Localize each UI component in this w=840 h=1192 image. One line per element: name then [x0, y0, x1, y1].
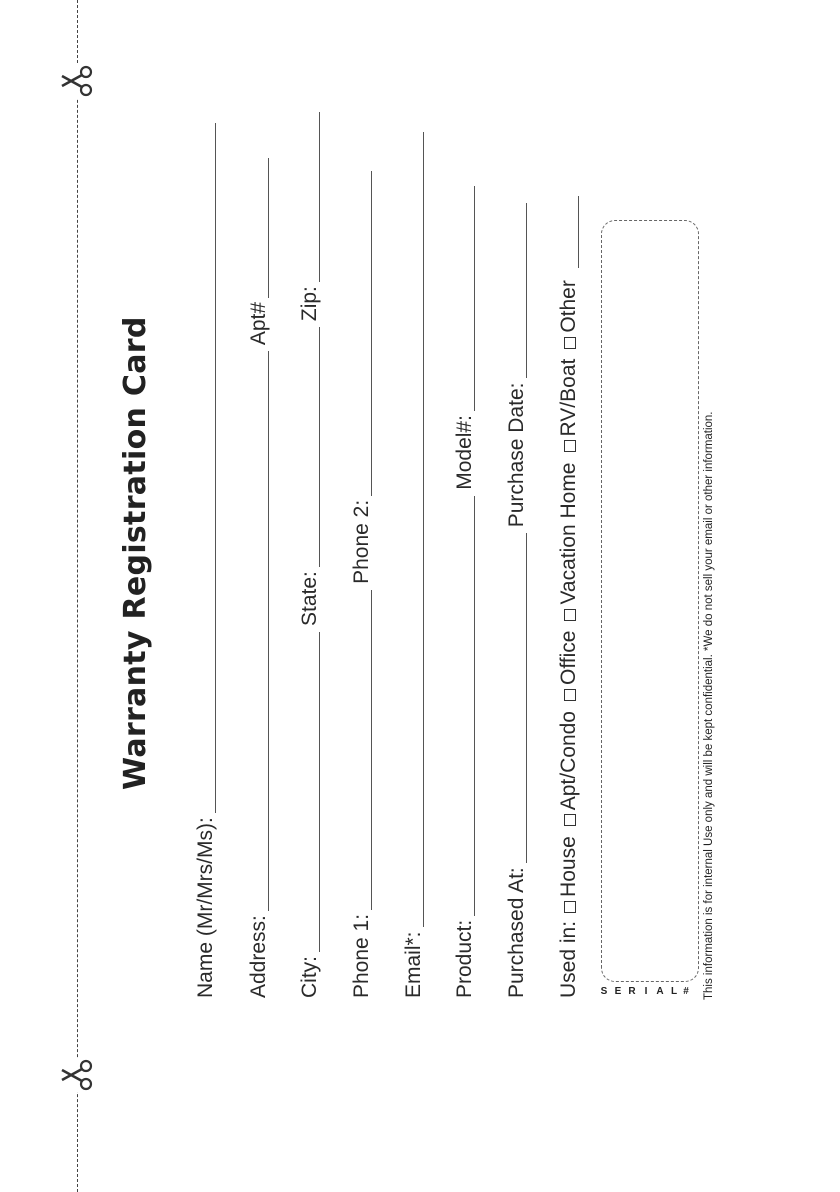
used-in-label: Used in:: [557, 920, 580, 998]
model-field[interactable]: [474, 186, 475, 411]
checkbox-icon[interactable]: [564, 609, 576, 621]
serial-number-box[interactable]: [601, 220, 699, 982]
phone1-field[interactable]: [371, 590, 372, 910]
scissors-icon: [60, 1058, 94, 1092]
model-label: Model#:: [453, 415, 476, 490]
product-row: [439, 180, 479, 998]
purchased-at-field[interactable]: [526, 533, 527, 863]
option-office[interactable]: Office: [557, 631, 583, 703]
warranty-card: [100, 80, 740, 1090]
cut-line: [77, 0, 78, 1192]
checkbox-icon[interactable]: [564, 441, 576, 453]
phone2-field[interactable]: [371, 171, 372, 496]
serial-label: S E R I A L #: [600, 986, 689, 997]
checkbox-icon[interactable]: [564, 689, 576, 701]
purchase-row: [491, 198, 531, 999]
city-row: [284, 106, 324, 998]
option-house[interactable]: House: [557, 836, 583, 915]
city-label: City:: [298, 956, 321, 998]
footer-note: This information is for internal Use only and will be kept confidential. *We do not sell your email or other information.: [703, 411, 715, 1000]
city-field[interactable]: [319, 632, 320, 952]
address-field[interactable]: [268, 351, 269, 911]
phone1-label: Phone 1:: [350, 913, 373, 998]
checkbox-icon[interactable]: [564, 337, 576, 349]
apt-label: Apt#: [247, 301, 270, 346]
name-label: Name (Mr/Mrs/Ms):: [194, 817, 217, 998]
zip-field[interactable]: [319, 112, 320, 282]
zip-label: Zip:: [298, 286, 321, 322]
email-label: Email*:: [402, 931, 425, 998]
state-label: State:: [298, 571, 321, 626]
apt-field[interactable]: [268, 158, 269, 298]
scissors-icon: [60, 64, 94, 98]
product-field[interactable]: [474, 496, 475, 916]
purchase-date-label: Purchase Date:: [505, 382, 528, 528]
address-row: [233, 152, 273, 998]
purchase-date-field[interactable]: [526, 204, 527, 379]
option-rv-boat[interactable]: RV/Boat: [557, 359, 583, 455]
phone-row: [336, 165, 376, 998]
name-row: [180, 117, 220, 998]
card-title: Warranty Registration Card: [118, 316, 153, 790]
name-field[interactable]: [215, 123, 216, 813]
option-apt-condo[interactable]: Apt/Condo: [557, 711, 583, 828]
other-field[interactable]: [578, 196, 579, 268]
used-in-row: [543, 190, 583, 998]
checkbox-icon[interactable]: [564, 901, 576, 913]
email-row: [388, 126, 428, 998]
phone2-label: Phone 2:: [350, 499, 373, 584]
state-field[interactable]: [319, 327, 320, 567]
checkbox-icon[interactable]: [564, 814, 576, 826]
option-vacation-home[interactable]: Vacation Home: [557, 463, 583, 623]
product-label: Product:: [453, 919, 476, 998]
address-label: Address:: [247, 915, 270, 998]
option-other[interactable]: Other: [557, 280, 583, 351]
email-field[interactable]: [423, 132, 424, 927]
purchased-at-label: Purchased At:: [505, 867, 528, 998]
